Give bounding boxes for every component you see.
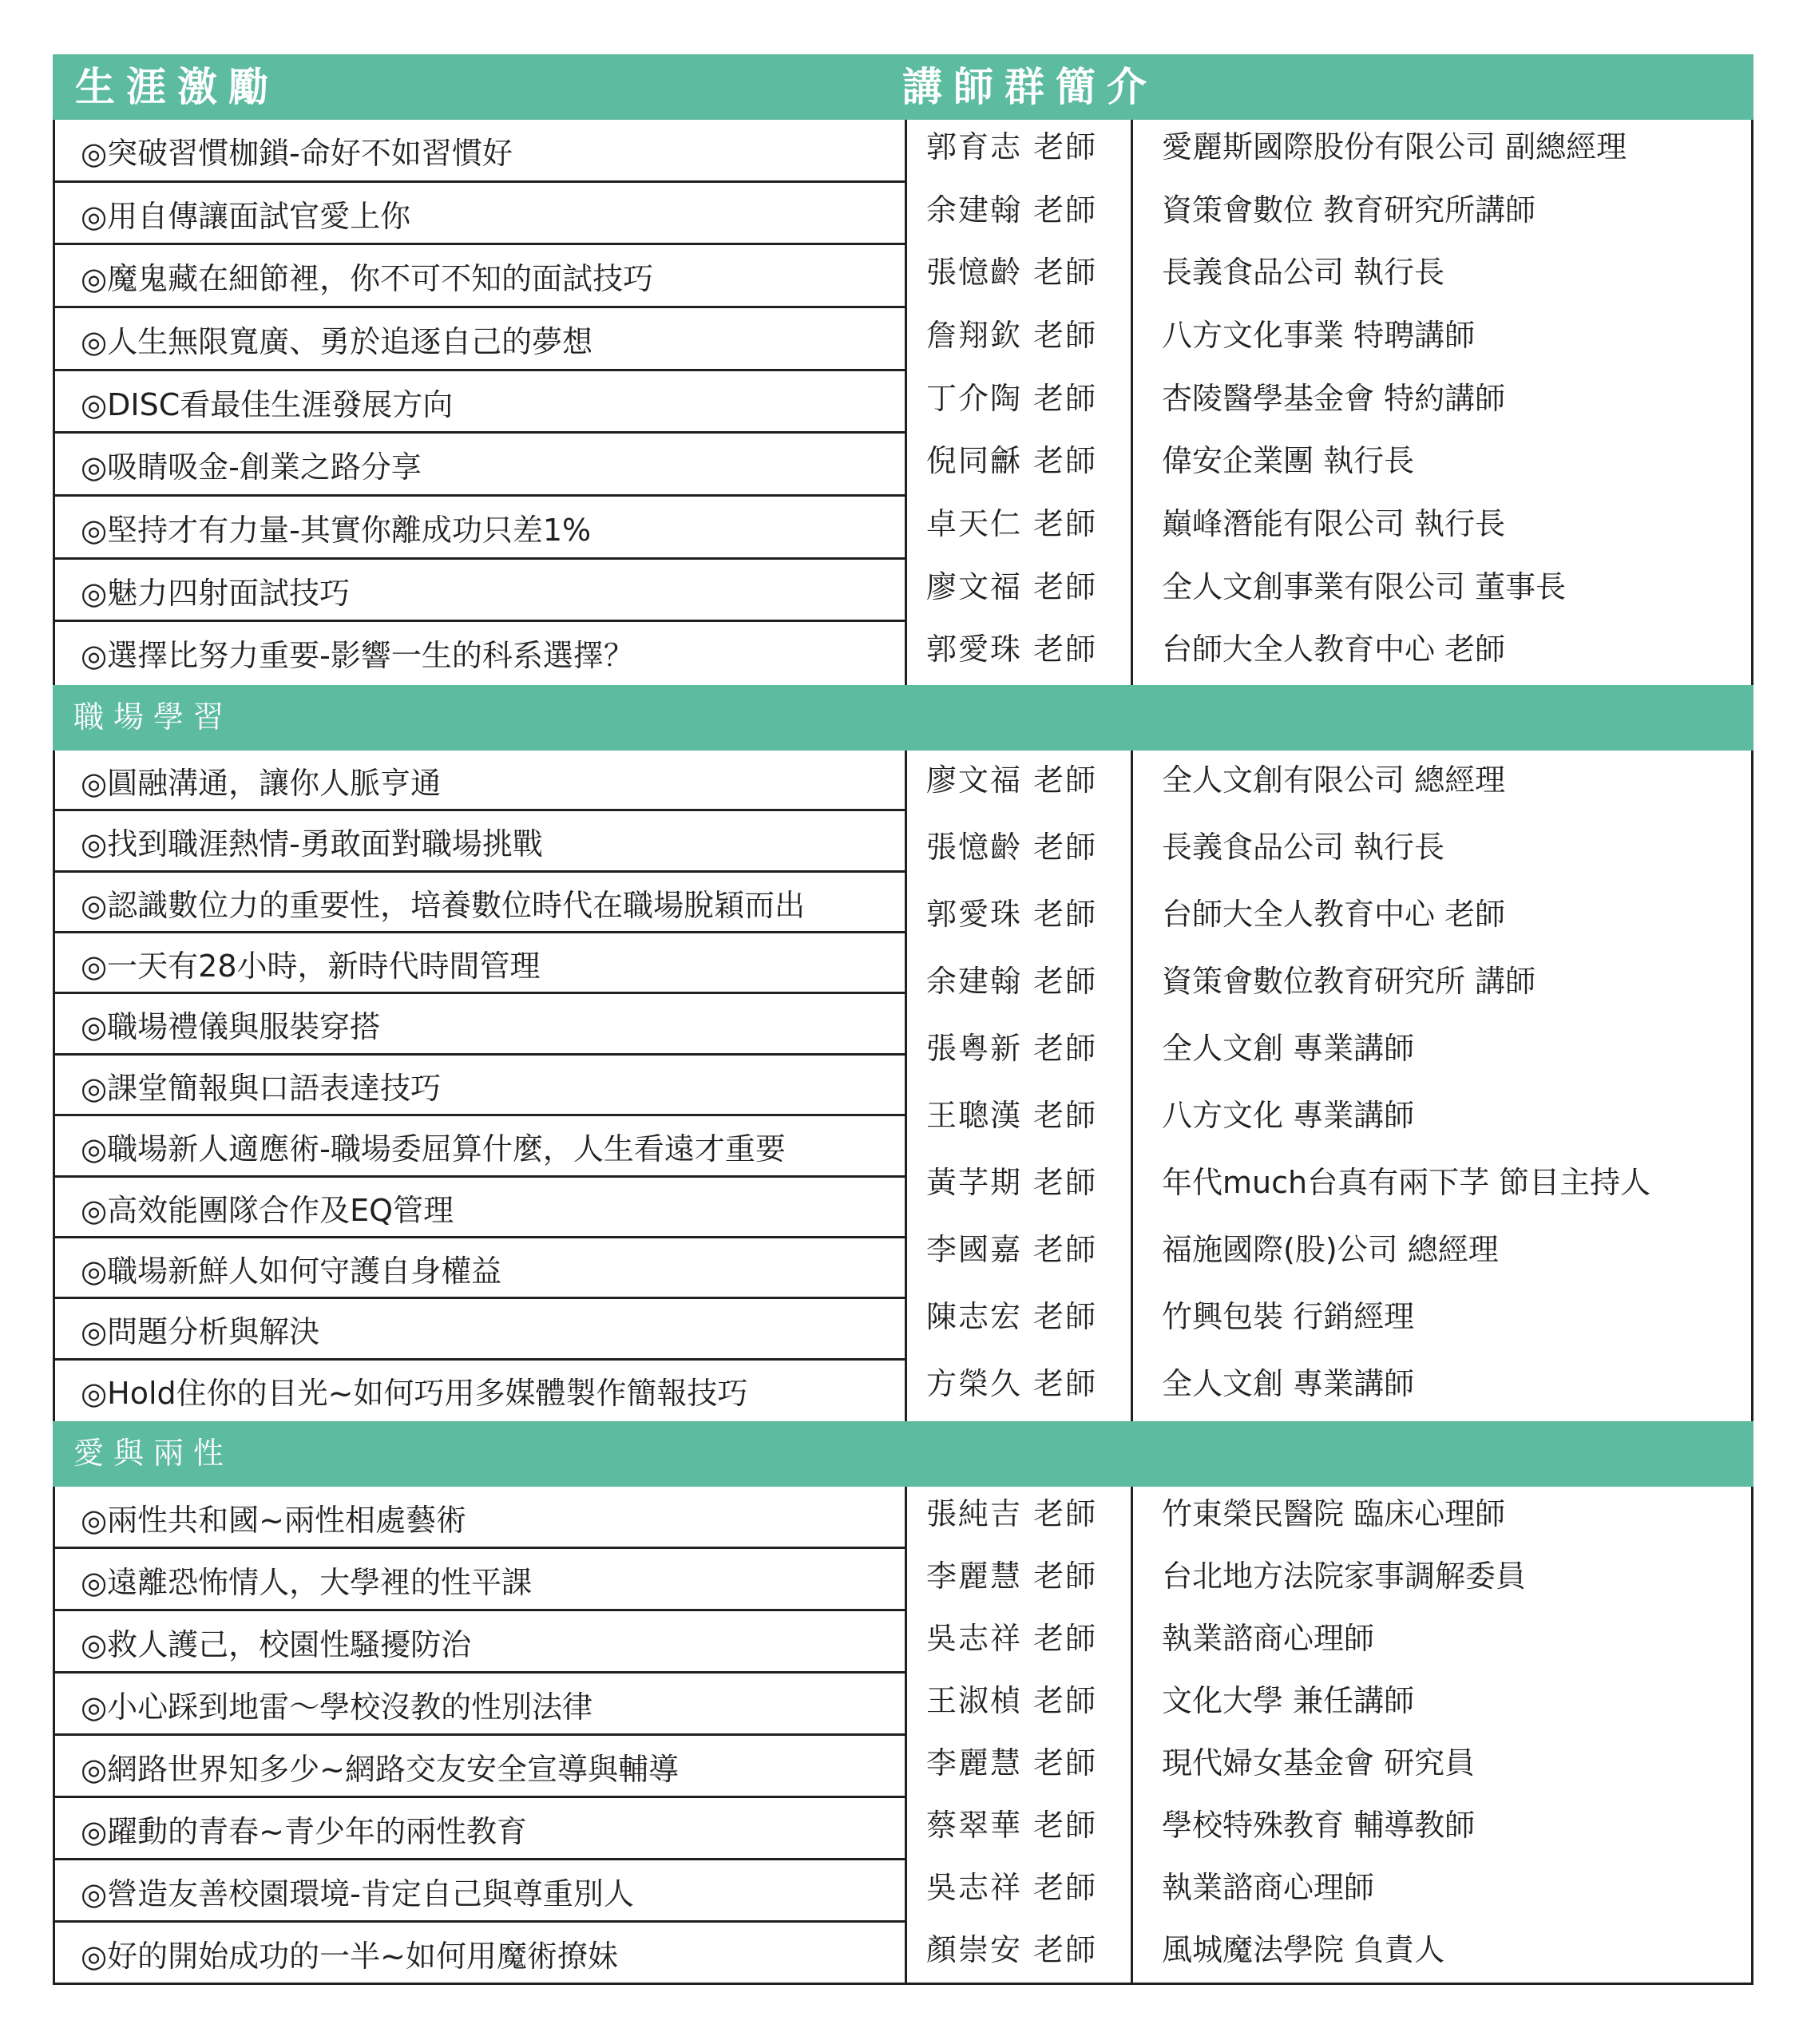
teacher-organization: 竹興包裝 行銷經理: [1162, 1299, 1415, 1334]
teacher-organization: 資策會數位教育研究所 講師: [1162, 964, 1536, 999]
topic-row: ◎Hold住你的目光~如何巧用多媒體製作簡報技巧: [81, 1375, 748, 1411]
teacher-name: 郭愛珠 老師: [926, 897, 1098, 932]
teacher-name: 陳志宏 老師: [926, 1299, 1098, 1334]
topic-row: ◎圓融溝通，讓你人脈亨通: [55, 751, 905, 811]
topic-row: ◎突破習慣枷鎖-命好不如習慣好: [55, 120, 905, 183]
topic-row: ◎躍動的青春~青少年的兩性教育: [55, 1798, 905, 1860]
teacher-name: 吳志祥 老師: [926, 1621, 1098, 1656]
teacher-organization: 文化大學 兼任講師: [1162, 1683, 1415, 1718]
teacher-organization: 八方文化 專業講師: [1162, 1098, 1415, 1133]
topic-row: ◎好的開始成功的一半~如何用魔術撩妹: [81, 1939, 618, 1974]
teacher-name: 王淑楨 老師: [926, 1683, 1098, 1718]
teacher-name: 廖文福 老師: [926, 568, 1098, 604]
teacher-organization: 巔峰潛能有限公司 執行長: [1162, 506, 1506, 541]
teacher-organization: 台師大全人教育中心 老師: [1162, 897, 1506, 932]
column-divider: [1131, 120, 1133, 685]
topic-row: ◎救人護己，校園性騷擾防治: [55, 1611, 905, 1674]
teacher-name: 倪同龢 老師: [926, 443, 1098, 479]
teacher-name: 郭愛珠 老師: [926, 632, 1098, 667]
teacher-organization: 長義食品公司 執行長: [1162, 255, 1445, 291]
teacher-organization: 執業諮商心理師: [1162, 1621, 1375, 1656]
teacher-name: 詹翔欽 老師: [926, 318, 1098, 353]
column-divider: [1131, 751, 1133, 1421]
teacher-name: 余建翰 老師: [926, 192, 1098, 228]
teacher-name: 廖文福 老師: [926, 763, 1098, 798]
teacher-name: 蔡翠華 老師: [926, 1808, 1098, 1843]
teacher-organization: 全人文創事業有限公司 董事長: [1162, 568, 1567, 604]
teacher-organization: 風城魔法學院 負責人: [1162, 1932, 1445, 1967]
teacher-name: 卓天仁 老師: [926, 506, 1098, 541]
teacher-organization: 台師大全人教育中心 老師: [1162, 632, 1506, 667]
header-right-title: 講師群簡介: [902, 64, 1158, 110]
teacher-organization: 愛麗斯國際股份有限公司 副總經理: [1162, 129, 1627, 164]
teacher-name: 張憶齡 老師: [926, 255, 1098, 291]
teacher-organization: 福施國際(股)公司 總經理: [1162, 1232, 1499, 1267]
section-title: 愛與兩性: [73, 1436, 234, 1471]
topic-row: ◎職場新人適應術-職場委屈算什麼，人生看遠才重要: [55, 1116, 905, 1177]
teacher-name: 李麗慧 老師: [926, 1559, 1098, 1594]
topic-row: ◎選擇比努力重要-影響一生的科系選擇？: [81, 638, 634, 674]
teacher-name: 顏崇安 老師: [926, 1932, 1098, 1967]
topic-row: ◎職場新鮮人如何守護自身權益: [55, 1238, 905, 1299]
topic-row: ◎魅力四射面試技巧: [55, 560, 905, 623]
column-divider: [905, 1487, 907, 1985]
topic-row: ◎兩性共和國~兩性相處藝術: [55, 1487, 905, 1549]
teacher-name: 李國嘉 老師: [926, 1232, 1098, 1267]
teacher-name: 張憶齡 老師: [926, 830, 1098, 865]
section-band: [53, 1421, 1753, 1487]
header-left-title: 生涯激勵: [75, 64, 279, 110]
teacher-name: 張粵新 老師: [926, 1031, 1098, 1066]
teacher-name: 郭育志 老師: [926, 129, 1098, 164]
teacher-name: 吳志祥 老師: [926, 1870, 1098, 1905]
topic-row: ◎問題分析與解決: [55, 1299, 905, 1360]
column-divider: [905, 751, 907, 1421]
topic-row: ◎用自傳讓面試官愛上你: [55, 183, 905, 246]
topic-row: ◎營造友善校園環境-肯定自己與尊重別人: [55, 1860, 905, 1923]
teacher-organization: 執業諮商心理師: [1162, 1870, 1375, 1905]
teacher-organization: 全人文創 專業講師: [1162, 1031, 1415, 1066]
teacher-organization: 偉安企業團 執行長: [1162, 443, 1415, 479]
teacher-organization: 資策會數位 教育研究所講師: [1162, 192, 1536, 228]
teacher-organization: 年代much台真有兩下芓 節目主持人: [1162, 1165, 1651, 1200]
teacher-organization: 八方文化事業 特聘講師: [1162, 318, 1476, 353]
teacher-organization: 全人文創有限公司 總經理: [1162, 763, 1506, 798]
teacher-name: 王聰漢 老師: [926, 1098, 1098, 1133]
column-divider: [905, 120, 907, 685]
teacher-name: 余建翰 老師: [926, 964, 1098, 999]
column-divider: [1131, 1487, 1133, 1985]
teacher-organization: 現代婦女基金會 研究員: [1162, 1745, 1476, 1781]
topic-row: ◎職場禮儀與服裝穿搭: [55, 994, 905, 1055]
topic-row: ◎遠離恐怖情人，大學裡的性平課: [55, 1549, 905, 1611]
section-title: 職場學習: [73, 699, 234, 735]
teacher-name: 李麗慧 老師: [926, 1745, 1098, 1781]
topic-row: ◎認識數位力的重要性，培養數位時代在職場脫穎而出: [55, 873, 905, 933]
topic-row: ◎小心踩到地雷～學校沒教的性別法律: [55, 1674, 905, 1736]
teacher-name: 張純吉 老師: [926, 1496, 1098, 1531]
topic-row: ◎人生無限寬廣、勇於追逐自己的夢想: [55, 308, 905, 371]
topic-row: ◎一天有28小時，新時代時間管理: [55, 933, 905, 994]
teacher-organization: 長義食品公司 執行長: [1162, 830, 1445, 865]
topic-row: ◎找到職涯熱情-勇敢面對職場挑戰: [55, 811, 905, 872]
section-band: [53, 685, 1753, 751]
teacher-organization: 台北地方法院家事調解委員: [1162, 1559, 1527, 1594]
table-header: [53, 54, 1753, 120]
topic-row: ◎網路世界知多少~網路交友安全宣導與輔導: [55, 1736, 905, 1798]
teacher-organization: 竹東榮民醫院 臨床心理師: [1162, 1496, 1506, 1531]
topic-row: ◎堅持才有力量-其實你離成功只差1%: [55, 497, 905, 560]
topic-row: ◎高效能團隊合作及EQ管理: [55, 1178, 905, 1238]
topic-row: ◎吸睛吸金-創業之路分享: [55, 434, 905, 497]
topic-row: ◎DISC看最佳生涯發展方向: [55, 371, 905, 434]
teacher-organization: 學校特殊教育 輔導教師: [1162, 1808, 1476, 1843]
teacher-name: 丁介陶 老師: [926, 380, 1098, 416]
course-table: [53, 54, 1753, 1985]
teacher-organization: 全人文創 專業講師: [1162, 1366, 1415, 1401]
topic-row: ◎魔鬼藏在細節裡，你不可不知的面試技巧: [55, 245, 905, 308]
teacher-name: 方榮久 老師: [926, 1366, 1098, 1401]
teacher-organization: 杏陵醫學基金會 特約講師: [1162, 380, 1506, 416]
topic-row: ◎課堂簡報與口語表達技巧: [55, 1056, 905, 1116]
teacher-name: 黃芓期 老師: [926, 1165, 1098, 1200]
